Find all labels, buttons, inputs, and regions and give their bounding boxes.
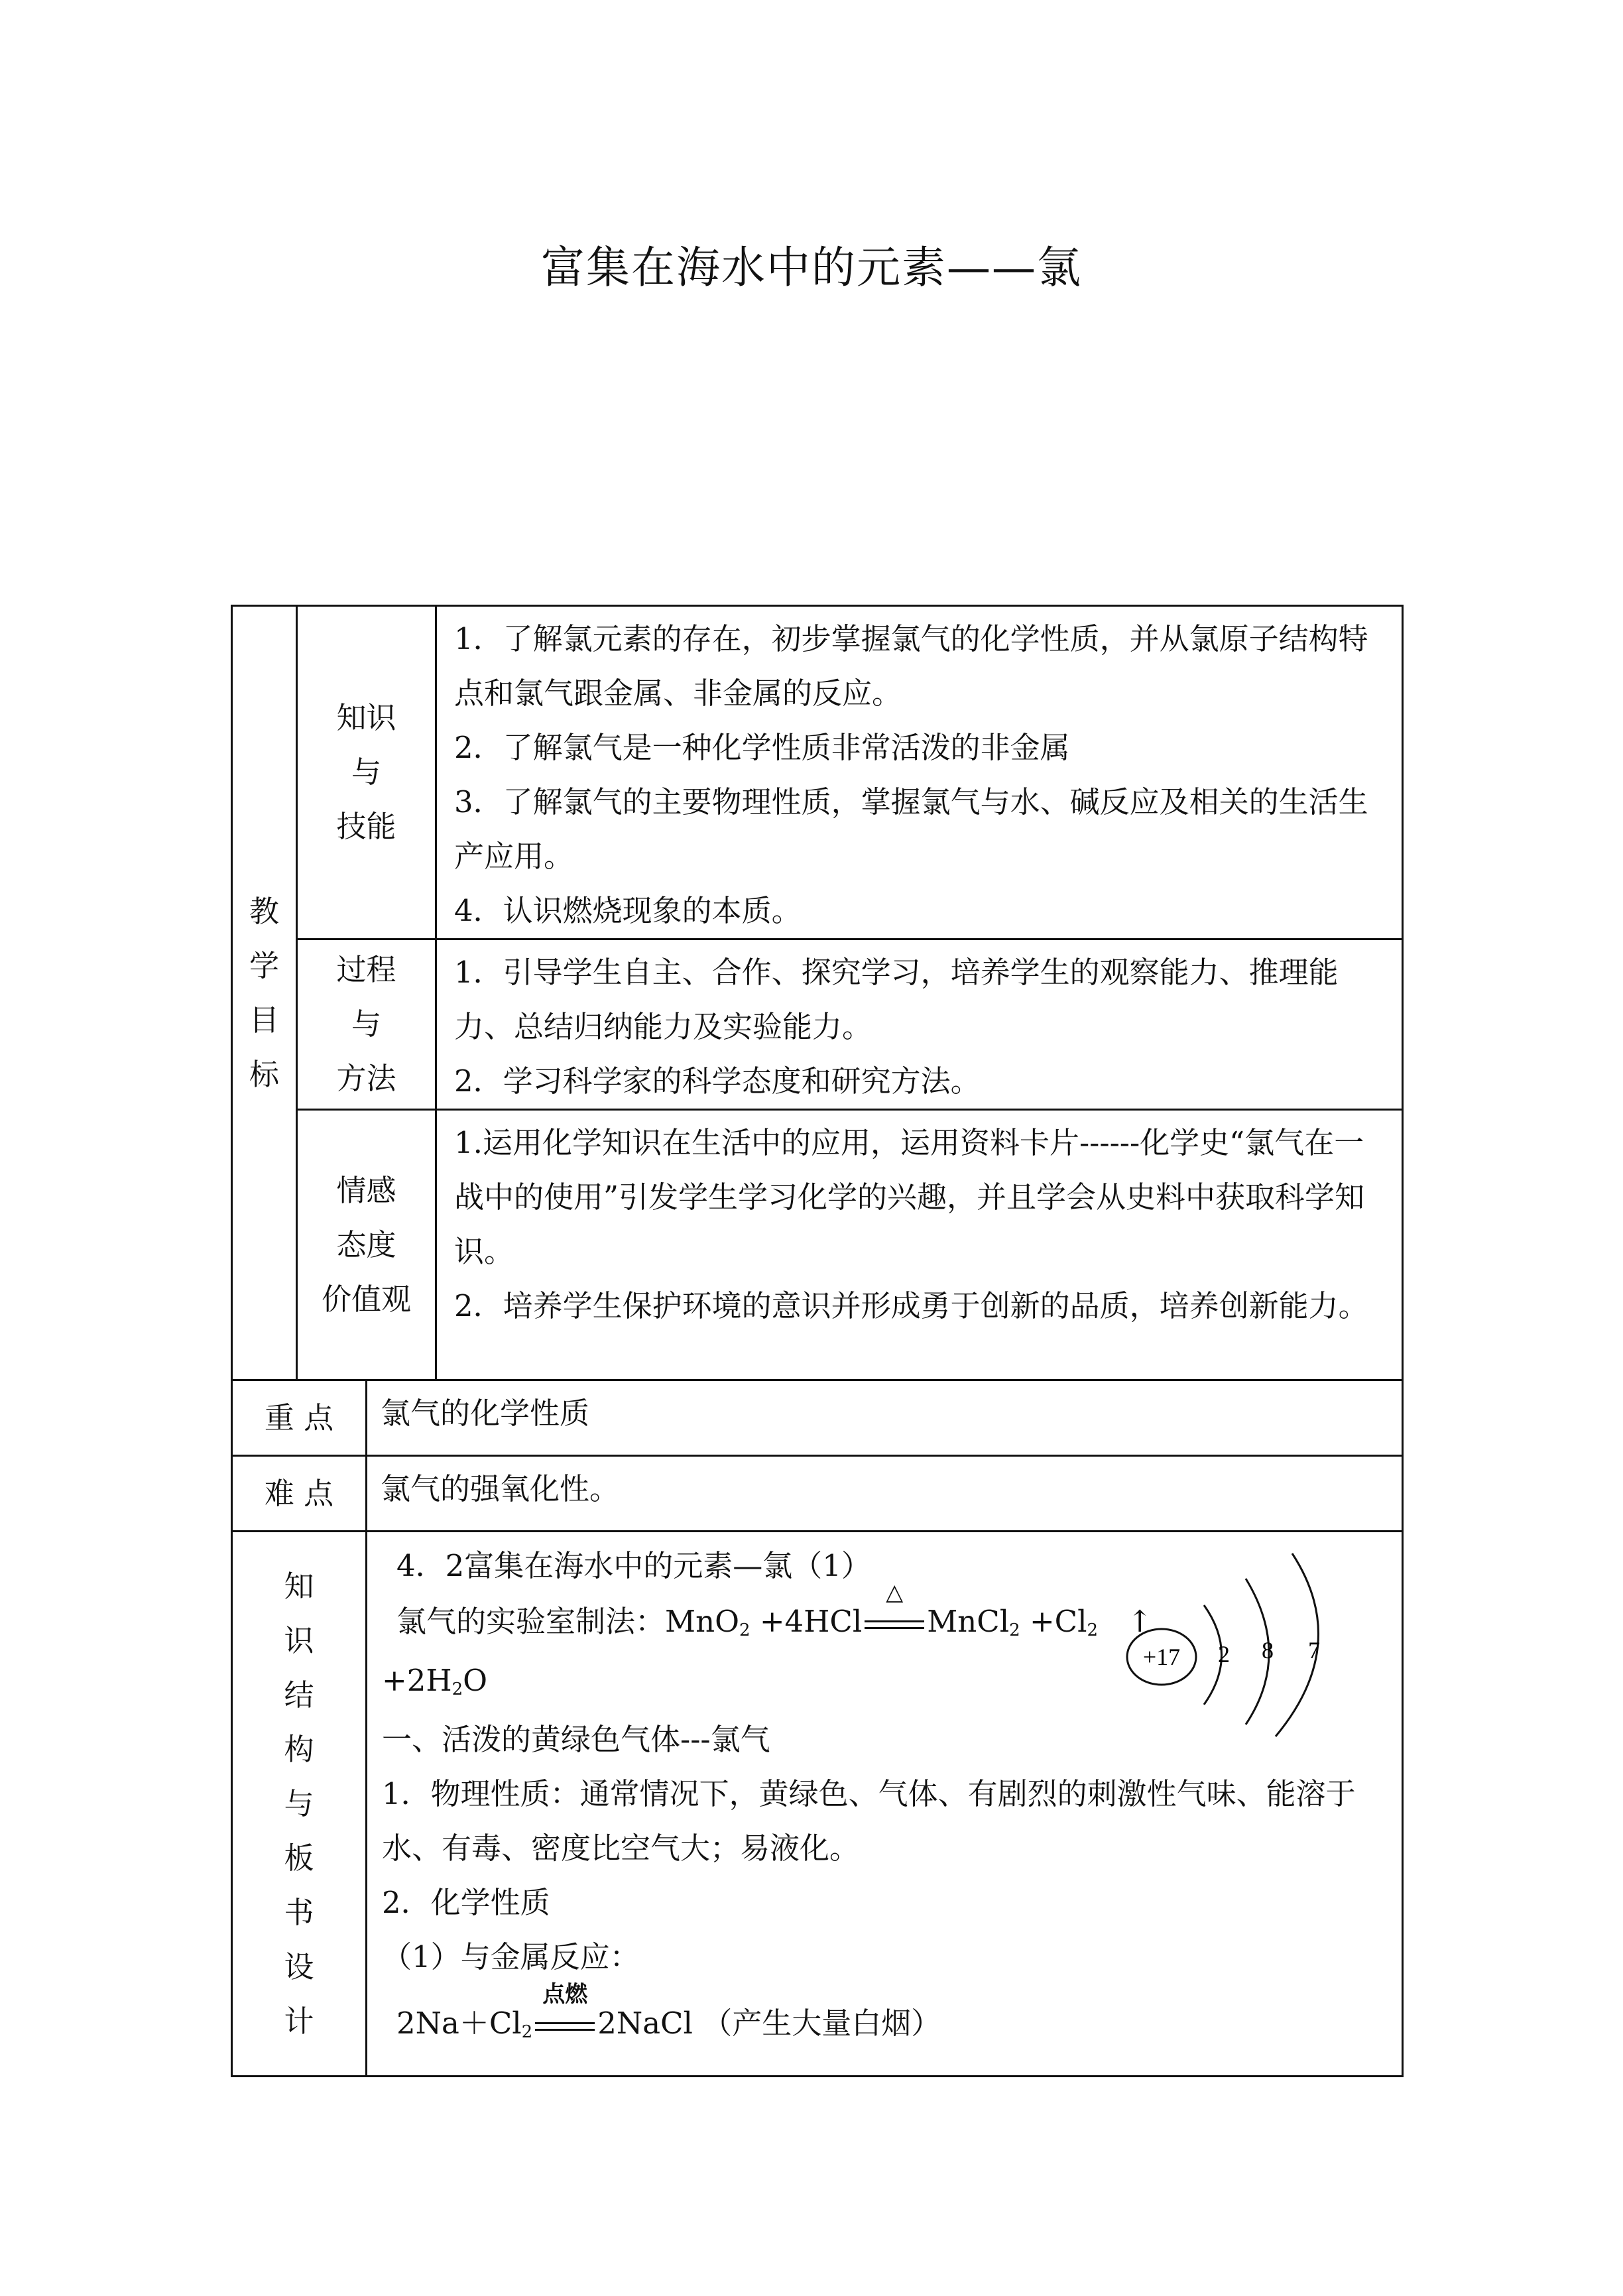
board-label-char: 与	[284, 1785, 314, 1821]
board-label-char: 构	[284, 1731, 314, 1767]
board-label-char: 设	[284, 1949, 314, 1984]
objectives-label-char: 教	[249, 893, 279, 929]
reactants: 2Na＋Cl	[396, 2006, 522, 2041]
product-water-end: O	[463, 1663, 488, 1698]
objective-row-knowledge	[232, 606, 1403, 939]
chemical-properties-heading: 2．化学性质	[382, 1885, 550, 1920]
physical-properties: 1．物理性质：通常情况下，黄绿色、气体、有剧烈的刺激性气味、能溶于水、有毒、密度比空气大；易液化。	[382, 1776, 1356, 1866]
difficulty-text: 氯气的强氧化性。	[367, 1456, 1403, 1532]
knowledge-label-line: 与	[351, 755, 382, 790]
emotion-label-line: 情感	[336, 1172, 396, 1208]
shell-electrons-2: 8	[1262, 1637, 1274, 1663]
process-label-line: 与	[351, 1006, 382, 1042]
board-heading: 4．2富集在海水中的元素—氯（1）	[396, 1548, 871, 1583]
sodium-chlorine-equation	[382, 1980, 1391, 2055]
emotion-label-line: 态度	[336, 1227, 396, 1262]
emotion-label	[297, 1110, 436, 1380]
board-label-char: 计	[284, 2003, 314, 2039]
product-cl2: +Cl	[1020, 1604, 1087, 1639]
objective-row-process	[232, 939, 1403, 1110]
knowledge-label-line: 知识	[336, 700, 396, 735]
objectives-label-char: 标	[249, 1056, 279, 1092]
objectives-label-char: 学	[249, 947, 279, 983]
board-row	[232, 1532, 1403, 2077]
board-label	[232, 1532, 367, 2077]
subscript: 2	[739, 1620, 751, 1640]
page-title: 富集在海水中的元素——氯	[541, 242, 1082, 293]
difficulty-label: 难 点	[232, 1456, 367, 1532]
emotion-content	[436, 1110, 1403, 1380]
process-label-line: 过程	[336, 952, 396, 987]
product-nacl: 2NaCl	[597, 2006, 693, 2041]
product-water: +2H	[382, 1663, 452, 1698]
objective-item: 2．了解氯气是一种化学性质非常活泼的非金属	[454, 730, 1070, 765]
chlorine-atom-structure-diagram	[1123, 1545, 1362, 1738]
board-content	[367, 1532, 1403, 2077]
process-label-line: 方法	[336, 1061, 396, 1096]
nucleus-charge: +17	[1142, 1644, 1181, 1670]
objective-item: 2．学习科学家的科学态度和研究方法。	[454, 1063, 981, 1099]
reactant-mno2: MnO	[665, 1604, 739, 1639]
lab-prep-prefix: 氯气的实验室制法：	[396, 1604, 666, 1639]
objective-row-emotion	[232, 1110, 1403, 1380]
objective-item: 1．引导学生自主、合作、探究学习，培养学生的观察能力、推理能力、总结归纳能力及实验能力。	[454, 955, 1339, 1044]
objective-item: 2．培养学生保护环境的意识并形成勇于创新的品质，培养创新能力。	[454, 1288, 1368, 1323]
objective-item: 1.运用化学知识在生活中的应用，运用资料卡片------化学史“氯气在一战中的使用”引发学生学习化学的兴趣，并且学会从史料中获取科学知识。	[454, 1125, 1365, 1269]
product-mncl2: MnCl	[927, 1604, 1010, 1639]
board-label-char: 板	[284, 1840, 314, 1876]
board-label-char: 知	[284, 1568, 314, 1604]
key-point-label: 重 点	[232, 1380, 367, 1456]
lesson-plan-table	[231, 605, 1404, 2077]
subscript: 2	[451, 1679, 463, 1699]
shell-electrons-3: 7	[1308, 1637, 1321, 1663]
knowledge-label	[297, 606, 436, 939]
reaction-note: （产生大量白烟）	[702, 2006, 941, 2041]
metal-reaction-heading: （1）与金属反应：	[382, 1939, 640, 1974]
gas-arrow: ↑	[1127, 1604, 1153, 1639]
heat-condition: △	[886, 1579, 904, 1606]
knowledge-content	[436, 606, 1403, 939]
reactant-hcl: +4HCl	[750, 1604, 863, 1639]
board-label-char: 结	[284, 1677, 314, 1713]
emotion-label-line: 价值观	[322, 1281, 412, 1317]
process-label	[297, 939, 436, 1110]
subscript: 2	[521, 2022, 533, 2042]
objective-item: 4．认识燃烧现象的本质。	[454, 893, 802, 928]
ignite-condition: 点燃	[542, 1980, 588, 2008]
subscript: 2	[1009, 1620, 1020, 1640]
board-label-char: 识	[284, 1622, 314, 1658]
objectives-label	[232, 606, 297, 1380]
board-label-char: 书	[284, 1894, 314, 1930]
reaction-equals-sign	[535, 1980, 595, 2039]
objective-item: 1．了解氯元素的存在，初步掌握氯气的化学性质，并从氯原子结构特点和氯气跟金属、非金属的反应。	[454, 621, 1368, 711]
key-point-text: 氯气的化学性质	[367, 1380, 1403, 1456]
key-point-row	[232, 1380, 1403, 1456]
process-content	[436, 939, 1403, 1110]
subscript: 2	[1087, 1620, 1099, 1640]
shell-electrons-1: 2	[1218, 1641, 1231, 1667]
objectives-label-char: 目	[249, 1002, 279, 1038]
section-heading: 一、活泼的黄绿色气体---氯气	[382, 1722, 770, 1757]
difficulty-row	[232, 1456, 1403, 1532]
objective-item: 3．了解氯气的主要物理性质，掌握氯气与水、碱反应及相关的生活生产应用。	[454, 784, 1368, 874]
reaction-equals-sign	[865, 1579, 924, 1638]
knowledge-label-line: 技能	[336, 809, 396, 844]
